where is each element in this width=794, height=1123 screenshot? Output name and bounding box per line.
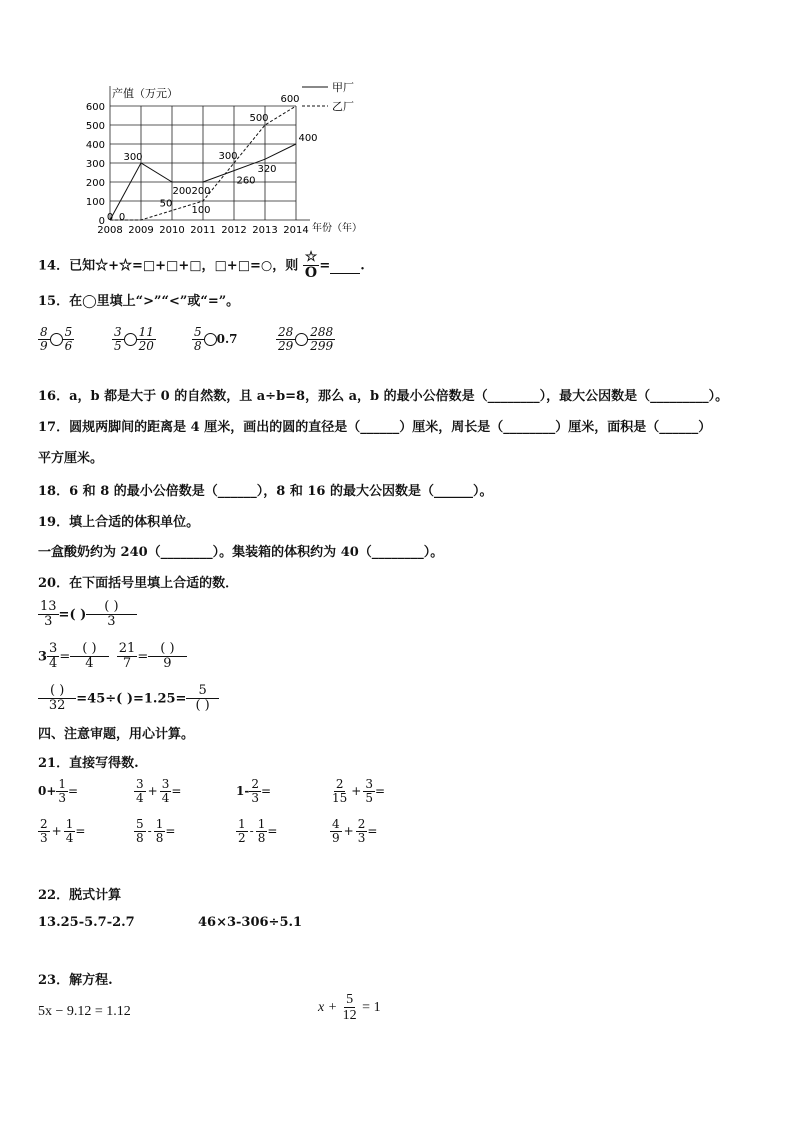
question-22-title: 22．脱式计算 [38, 888, 122, 903]
q21-item [236, 778, 271, 805]
q21-a-num: 1 [58, 777, 67, 791]
q15-3-a-den: 8 [194, 339, 202, 354]
q21-item [38, 818, 85, 845]
legend [302, 81, 354, 113]
question-20-row-3 [38, 684, 219, 714]
question-19-title: 19．填上合适的体积单位。 [38, 515, 200, 530]
data-label: 200 [191, 186, 211, 197]
question-15-item-4 [276, 326, 335, 353]
y-tick-label: 400 [85, 140, 105, 151]
q21-a-num: 2 [251, 777, 259, 791]
production-chart [70, 78, 390, 238]
y-tick-labels [86, 102, 105, 227]
q21-eq[interactable]: = [374, 784, 386, 799]
question-19-text: 一盒酸奶约为 240（________）。集装箱的体积约为 40（________）。 [38, 545, 444, 560]
q20-r2-f-den: 4 [85, 656, 94, 672]
q14-text: 14． [38, 258, 70, 274]
q20-r2-h-num[interactable]: ( ) [148, 642, 186, 657]
q21-item [330, 818, 377, 845]
y-tick-label: 600 [85, 102, 105, 113]
q21-b-den: 5 [365, 791, 373, 806]
q21-b-num: 1 [65, 817, 74, 831]
q15-4-compare-circle[interactable] [295, 333, 308, 346]
data-label: 260 [236, 175, 256, 187]
q21-a-num: 2 [40, 817, 48, 831]
q20-r2-g-num: 21 [118, 641, 136, 656]
q15-3-compare-circle[interactable] [204, 333, 217, 346]
q20-r2-den: 4 [49, 656, 58, 672]
question-18: 18．6 和 8 的最小公倍数是（______），8 和 16 的最大公因数是（______）。 [38, 484, 493, 499]
q20-r3-f-den[interactable]: ( ) [195, 698, 210, 714]
legend-label-yi: 乙厂 [332, 100, 354, 113]
question-21-title: 21．直接写得数. [38, 756, 139, 771]
q15-3-a-num: 5 [194, 325, 202, 339]
q21-b-num: 3 [161, 777, 170, 791]
q20-r3-den: 32 [48, 698, 66, 714]
q15-2-compare-circle[interactable] [124, 333, 137, 346]
data-label: 300 [218, 151, 238, 162]
x-tick-labels [97, 225, 308, 236]
q21-eq[interactable]: = [171, 784, 182, 799]
q23-eq2-pre: x + [318, 1000, 341, 1016]
q21-b-den: 8 [257, 831, 266, 846]
question-23-title: 23．解方程. [38, 973, 113, 988]
question-16: 16．a，b 都是大于 0 的自然数，且 a÷b=8，那么 a，b 的最小公倍数是（________），最大公因数是（_________）。 [38, 389, 729, 404]
q21-a-den: 9 [332, 831, 340, 846]
q21-a-num: 4 [332, 817, 340, 831]
q21-op: + [147, 784, 158, 799]
question-20-row-1 [38, 600, 137, 630]
q14-fraction-den: O [304, 265, 318, 282]
q21-a-den: 3 [251, 791, 259, 806]
x-tick-label: 2011 [190, 225, 216, 236]
q20-r2-f-num[interactable]: ( ) [70, 642, 108, 657]
q15-1-b-num: 5 [64, 325, 73, 339]
q21-b-den: 4 [161, 791, 170, 806]
q21-a-den: 3 [58, 791, 67, 806]
q21-eq[interactable]: = [367, 824, 378, 839]
data-label: 400 [298, 133, 318, 144]
q21-eq[interactable]: = [75, 824, 86, 839]
q21-eq[interactable]: = [68, 784, 79, 799]
q21-a-num: 5 [136, 817, 144, 831]
question-23-eq-1: 5x − 9.12 = 1.12 [38, 1004, 131, 1019]
q21-b-num: 1 [155, 817, 164, 831]
q14-answer-blank[interactable] [330, 258, 360, 274]
q21-item [38, 778, 78, 805]
y-tick-label: 200 [85, 178, 105, 189]
q20-r2-g-den: 7 [122, 656, 132, 672]
q21-pre: 0+ [38, 784, 57, 799]
q15-3-b-value: 0.7 [216, 332, 238, 347]
q15-4-a-num: 28 [278, 325, 294, 339]
question-15-title: 15．在◯里填上“>”“<”或“=”。 [38, 294, 240, 309]
data-label: 0 [106, 212, 114, 223]
x-tick-label: 2010 [159, 225, 185, 236]
x-tick-label: 2014 [283, 225, 309, 236]
q21-op: + [343, 824, 354, 839]
q20-r3-mid[interactable]: =45÷( )=1.25= [76, 691, 187, 707]
q15-2-b-num: 11 [138, 325, 154, 339]
question-17-line-1: 17．圆规两脚间的距离是 4 厘米，画出的圆的直径是（______）厘米，周长是（________）厘米，面积是（______） [38, 420, 712, 435]
question-20-row-2 [38, 642, 187, 672]
q20-r3-f-num: 5 [186, 684, 218, 699]
q21-a-num: 3 [136, 777, 144, 791]
q23-eq2-post: = 1 [358, 1000, 381, 1016]
question-17-line-2: 平方厘米。 [38, 451, 104, 466]
q20-r2-eq: = [59, 649, 71, 665]
q20-r2-h-den: 9 [163, 656, 172, 672]
question-22-expr-1: 13.25-5.7-2.7 [38, 915, 135, 930]
section-4-heading: 四、注意审题，用心计算。 [38, 727, 195, 742]
q21-item [330, 778, 385, 805]
q21-a-den: 4 [136, 791, 144, 806]
q21-a-den: 8 [136, 831, 144, 846]
y-tick-label: 0 [98, 216, 105, 227]
q20-r3-num[interactable]: ( ) [38, 684, 76, 699]
x-tick-label: 2013 [252, 225, 278, 236]
q15-4-b-den: 299 [310, 339, 334, 354]
q15-2-b-den: 20 [138, 339, 154, 354]
y-tick-label: 500 [85, 121, 105, 132]
q21-op: + [51, 824, 62, 839]
q21-item [134, 818, 175, 845]
q21-b-num: 2 [357, 817, 366, 831]
q21-a-num: 2 [335, 777, 344, 791]
x-tick-label: 2008 [97, 225, 123, 236]
q20-r1-f-num[interactable]: ( ) [86, 600, 136, 615]
q15-1-a-den: 9 [40, 339, 48, 354]
q21-item [134, 778, 181, 805]
data-label: 600 [280, 94, 300, 105]
legend-label-jia: 甲厂 [332, 81, 354, 94]
q21-b-den: 8 [155, 831, 164, 846]
question-15-item-3 [192, 326, 238, 353]
q15-4-b-num: 288 [310, 325, 334, 339]
data-label: 0 [118, 212, 126, 223]
data-label: 320 [257, 164, 277, 176]
q23-eq2-den: 12 [342, 1008, 357, 1024]
q14-eq: = [319, 258, 331, 274]
question-15-item-2 [112, 326, 156, 353]
q21-eq[interactable]: = [267, 824, 278, 839]
y-tick-label: 300 [85, 159, 105, 170]
q20-r1-num: 13 [40, 599, 57, 614]
y-axis-label: 产值（万元） [112, 87, 178, 100]
q21-op: + [351, 784, 362, 799]
q20-r2-num: 3 [49, 641, 58, 656]
q21-b-den: 3 [357, 831, 366, 846]
q15-1-compare-circle[interactable] [50, 333, 63, 346]
x-tick-label: 2009 [128, 225, 154, 236]
question-20-title: 20．在下面括号里填上合适的数． [38, 576, 239, 591]
q15-4-a-den: 29 [278, 339, 294, 354]
q23-eq2-num: 5 [346, 992, 354, 1007]
data-label: 300 [123, 152, 143, 163]
q20-r1-den: 3 [44, 614, 53, 630]
data-label: 500 [249, 113, 269, 124]
q21-a-den: 15 [332, 791, 348, 806]
q21-b-den: 4 [65, 831, 74, 846]
question-15-item-1 [38, 326, 74, 353]
question-23-eq-2 [318, 992, 381, 1024]
q15-1-b-den: 6 [64, 339, 73, 354]
q15-2-a-den: 5 [114, 339, 122, 354]
data-label: 200 [172, 186, 192, 197]
x-axis-label: 年份（年） [312, 223, 362, 234]
data-label: 50 [159, 198, 173, 210]
question-14 [38, 250, 365, 282]
q14-text: 已知☆+☆=□+□+□，□+□=○，则 [69, 258, 299, 274]
q21-b-num: 1 [257, 817, 266, 831]
q21-op: - [147, 824, 152, 839]
q15-1-a-num: 8 [40, 325, 48, 339]
data-label: 100 [191, 205, 211, 216]
q21-item [236, 818, 277, 845]
q20-r1-f-den: 3 [107, 614, 116, 630]
y-tick-label: 100 [85, 197, 105, 208]
q14-fraction [303, 250, 320, 282]
q20-r1-mid[interactable]: =( ) [58, 607, 87, 623]
q21-eq[interactable]: = [260, 784, 272, 799]
point-labels [107, 94, 318, 223]
q21-a-den: 2 [238, 831, 246, 846]
q20-r2-g-eq: = [137, 649, 149, 665]
q21-a-den: 3 [40, 831, 48, 846]
q21-a-num: 1 [238, 817, 246, 831]
q21-b-num: 3 [365, 777, 373, 791]
q15-2-a-num: 3 [114, 325, 122, 339]
q21-op: - [249, 824, 254, 839]
x-tick-label: 2012 [221, 225, 247, 236]
q14-fraction-num: ☆ [304, 249, 318, 265]
q14-end: . [360, 258, 365, 274]
q21-eq[interactable]: = [165, 824, 176, 839]
q21-pre: 1- [236, 784, 250, 799]
q20-r2-whole: 3 [38, 649, 48, 665]
question-22-expr-2: 46×3-306÷5.1 [198, 915, 303, 930]
